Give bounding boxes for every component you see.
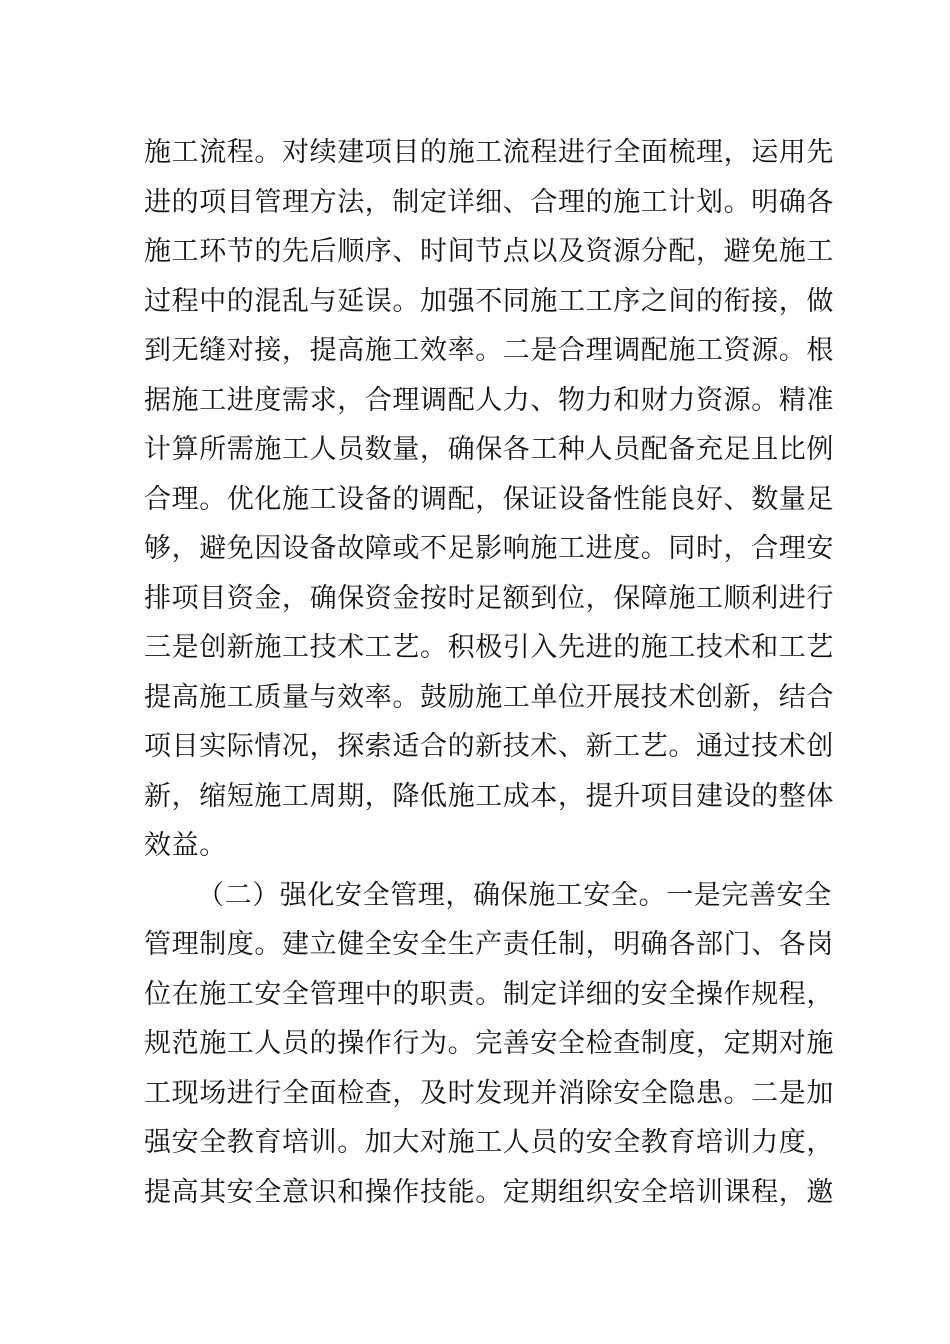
text-line: 位在施工安全管理中的职责。制定详细的安全操作规程， xyxy=(144,979,834,1010)
text-line: 计算所需施工人员数量，确保各工种人员配备充足且比例 xyxy=(144,434,834,465)
text-line: 合理。优化施工设备的调配，保证设备性能良好、数量足 xyxy=(144,484,834,515)
text-line: 项目实际情况，探索适合的新技术、新工艺。通过技术创 xyxy=(144,731,834,762)
text-line: 够，避免因设备故障或不足影响施工进度。同时，合理安 xyxy=(144,533,834,564)
text-line: 管理制度。建立健全安全生产责任制，明确各部门、各岗 xyxy=(144,929,834,960)
text-line: 效益。 xyxy=(144,830,227,861)
text-line: 提高其安全意识和操作技能。定期组织安全培训课程，邀 xyxy=(144,1177,834,1208)
text-line: 到无缝对接，提高施工效率。二是合理调配施工资源。根 xyxy=(144,335,834,366)
text-line: 三是创新施工技术工艺。积极引入先进的施工技术和工艺 xyxy=(144,632,834,663)
text-line: 规范施工人员的操作行为。完善安全检查制度，定期对施 xyxy=(144,1028,834,1059)
text-line: 排项目资金，确保资金按时足额到位，保障施工顺利进行 xyxy=(144,583,834,614)
text-line: 提高施工质量与效率。鼓励施工单位开展技术创新，结合 xyxy=(144,682,834,713)
text-line: 过程中的混乱与延误。加强不同施工工序之间的衔接，做 xyxy=(144,286,834,317)
section-heading-line: （二）强化安全管理，确保施工安全。一是完善安全 xyxy=(197,880,832,911)
text-line: 据施工进度需求，合理调配人力、物力和财力资源。精准 xyxy=(144,385,834,416)
text-line: 施工环节的先后顺序、时间节点以及资源分配，避免施工 xyxy=(144,236,834,267)
text-line: 进的项目管理方法，制定详细、合理的施工计划。明确各 xyxy=(144,187,834,218)
text-line: 施工流程。对续建项目的施工流程进行全面梳理，运用先 xyxy=(144,137,834,168)
text-line: 工现场进行全面检查，及时发现并消除安全隐患。二是加 xyxy=(144,1078,834,1109)
text-line: 新，缩短施工周期，降低施工成本，提升项目建设的整体 xyxy=(144,781,834,812)
text-line: 强安全教育培训。加大对施工人员的安全教育培训力度， xyxy=(144,1127,834,1158)
